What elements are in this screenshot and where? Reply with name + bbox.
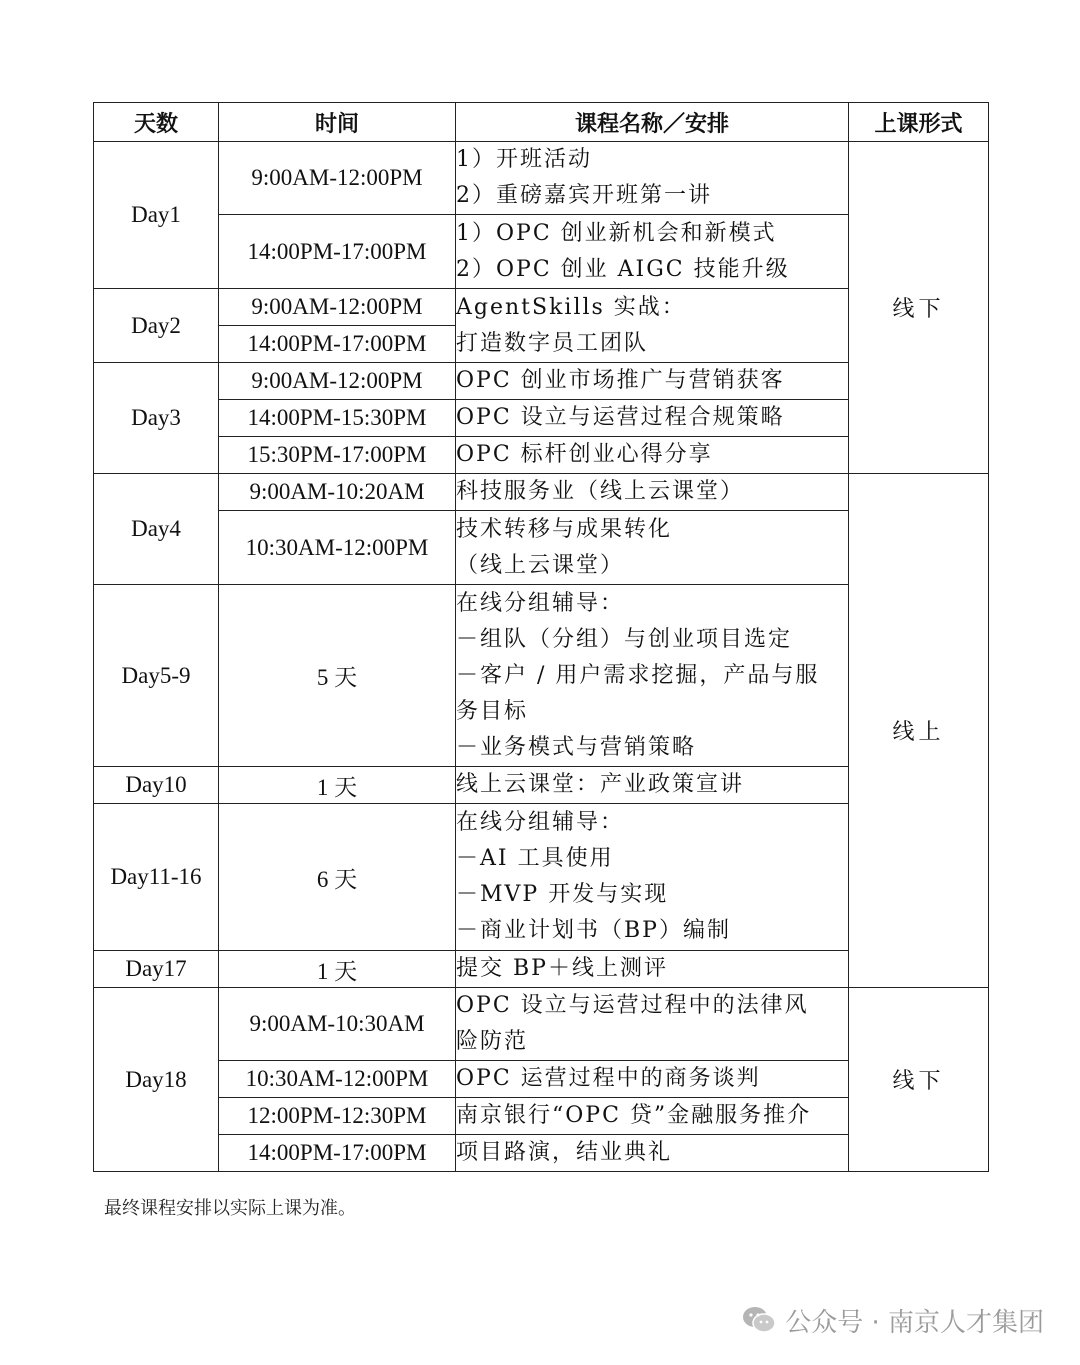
time-cell: 5 天 — [219, 585, 456, 767]
course-cell — [456, 215, 849, 289]
course-line: 1）开班活动 — [456, 147, 592, 172]
course-line: 科技服务业（线上云课堂） — [456, 479, 745, 504]
mode-cell-offline: 线下 — [849, 988, 989, 1172]
header-course: 课程名称／安排 — [456, 103, 849, 142]
course-cell — [456, 511, 849, 585]
course-line: OPC 设立与运营过程合规策略 — [456, 405, 785, 430]
time-cell: 10:30AM-12:00PM — [219, 1061, 456, 1098]
course-line: 务目标 — [456, 698, 529, 724]
header-mode: 上课形式 — [849, 103, 989, 142]
time-cell: 14:00PM-17:00PM — [219, 1135, 456, 1172]
course-line: 在线分组辅导： — [456, 590, 625, 616]
day-cell: Day18 — [94, 988, 219, 1172]
course-line: 技术转移与成果转化 — [456, 516, 673, 542]
course-cell — [456, 951, 849, 988]
course-cell — [456, 474, 849, 511]
time-cell: 10:30AM-12:00PM — [219, 511, 456, 585]
day-cell: Day10 — [94, 767, 219, 804]
time-cell: 9:00AM-12:00PM — [219, 142, 456, 215]
day-cell: Day4 — [94, 474, 219, 585]
course-line: 险防范 — [456, 1029, 529, 1054]
course-cell — [456, 585, 849, 767]
course-line: AgentSkills 实战： — [456, 294, 686, 320]
course-line: 项目路演，结业典礼 — [456, 1140, 673, 1165]
time-cell: 1 天 — [219, 951, 456, 988]
course-line: －AI 工具使用 — [456, 846, 614, 871]
course-line: －组队（分组）与创业项目选定 — [456, 626, 793, 652]
course-line: 打造数字员工团队 — [456, 330, 649, 356]
course-line: （线上云课堂） — [456, 552, 625, 578]
header-day: 天数 — [94, 103, 219, 142]
course-cell — [456, 767, 849, 804]
day-cell: Day5-9 — [94, 585, 219, 767]
course-cell — [456, 1135, 849, 1172]
time-cell: 12:00PM-12:30PM — [219, 1098, 456, 1135]
course-line: 2）重磅嘉宾开班第一讲 — [456, 183, 712, 208]
day-cell: Day11-16 — [94, 804, 219, 951]
time-cell: 1 天 — [219, 767, 456, 804]
course-line: OPC 标杆创业心得分享 — [456, 442, 713, 467]
course-line: 线上云课堂：产业政策宣讲 — [456, 772, 745, 797]
course-line: 2）OPC 创业 AIGC 技能升级 — [456, 256, 790, 282]
day-cell: Day2 — [94, 289, 219, 363]
course-cell — [456, 400, 849, 437]
footnote: 最终课程安排以实际上课为准。 — [104, 1198, 356, 1219]
course-line: OPC 运营过程中的商务谈判 — [456, 1066, 761, 1091]
course-cell — [456, 1098, 849, 1135]
mode-cell-offline: 线下 — [849, 142, 989, 474]
course-line: －商业计划书（BP）编制 — [456, 918, 731, 943]
course-line: －客户 / 用户需求挖掘，产品与服 — [456, 662, 820, 688]
course-line: 南京银行“OPC 贷”金融服务推介 — [456, 1103, 812, 1128]
course-line: 提交 BP＋线上测评 — [456, 956, 668, 981]
time-cell: 6 天 — [219, 804, 456, 951]
course-cell — [456, 142, 849, 215]
watermark-text: 公众号 · 南京人才集团 — [785, 1307, 1044, 1338]
course-cell — [456, 988, 849, 1061]
time-cell: 9:00AM-12:00PM — [219, 363, 456, 400]
course-line: －业务模式与营销策略 — [456, 734, 697, 760]
course-cell — [456, 289, 849, 363]
course-cell — [456, 437, 849, 474]
header-row — [94, 103, 989, 142]
time-cell: 9:00AM-12:00PM — [219, 289, 456, 326]
wechat-icon — [741, 1304, 777, 1336]
course-cell — [456, 804, 849, 951]
day-cell: Day3 — [94, 363, 219, 474]
time-cell: 14:00PM-17:00PM — [219, 215, 456, 289]
schedule-table — [93, 102, 989, 1172]
course-cell — [456, 1061, 849, 1098]
header-time: 时间 — [219, 103, 456, 142]
time-cell: 9:00AM-10:30AM — [219, 988, 456, 1061]
course-line: OPC 创业市场推广与营销获客 — [456, 368, 785, 393]
table-row — [94, 988, 989, 1061]
course-line: －MVP 开发与实现 — [456, 882, 669, 907]
mode-cell-online: 线上 — [849, 474, 989, 988]
day-cell: Day1 — [94, 142, 219, 289]
time-cell: 14:00PM-17:00PM — [219, 326, 456, 363]
course-line: 在线分组辅导： — [456, 810, 625, 835]
course-line: OPC 设立与运营过程中的法律风 — [456, 993, 809, 1018]
table-row — [94, 474, 989, 511]
day-cell: Day17 — [94, 951, 219, 988]
table-row — [94, 142, 989, 215]
course-cell — [456, 363, 849, 400]
time-cell: 15:30PM-17:00PM — [219, 437, 456, 474]
watermark — [741, 1300, 1044, 1340]
time-cell: 14:00PM-15:30PM — [219, 400, 456, 437]
course-line: 1）OPC 创业新机会和新模式 — [456, 220, 777, 246]
time-cell: 9:00AM-10:20AM — [219, 474, 456, 511]
